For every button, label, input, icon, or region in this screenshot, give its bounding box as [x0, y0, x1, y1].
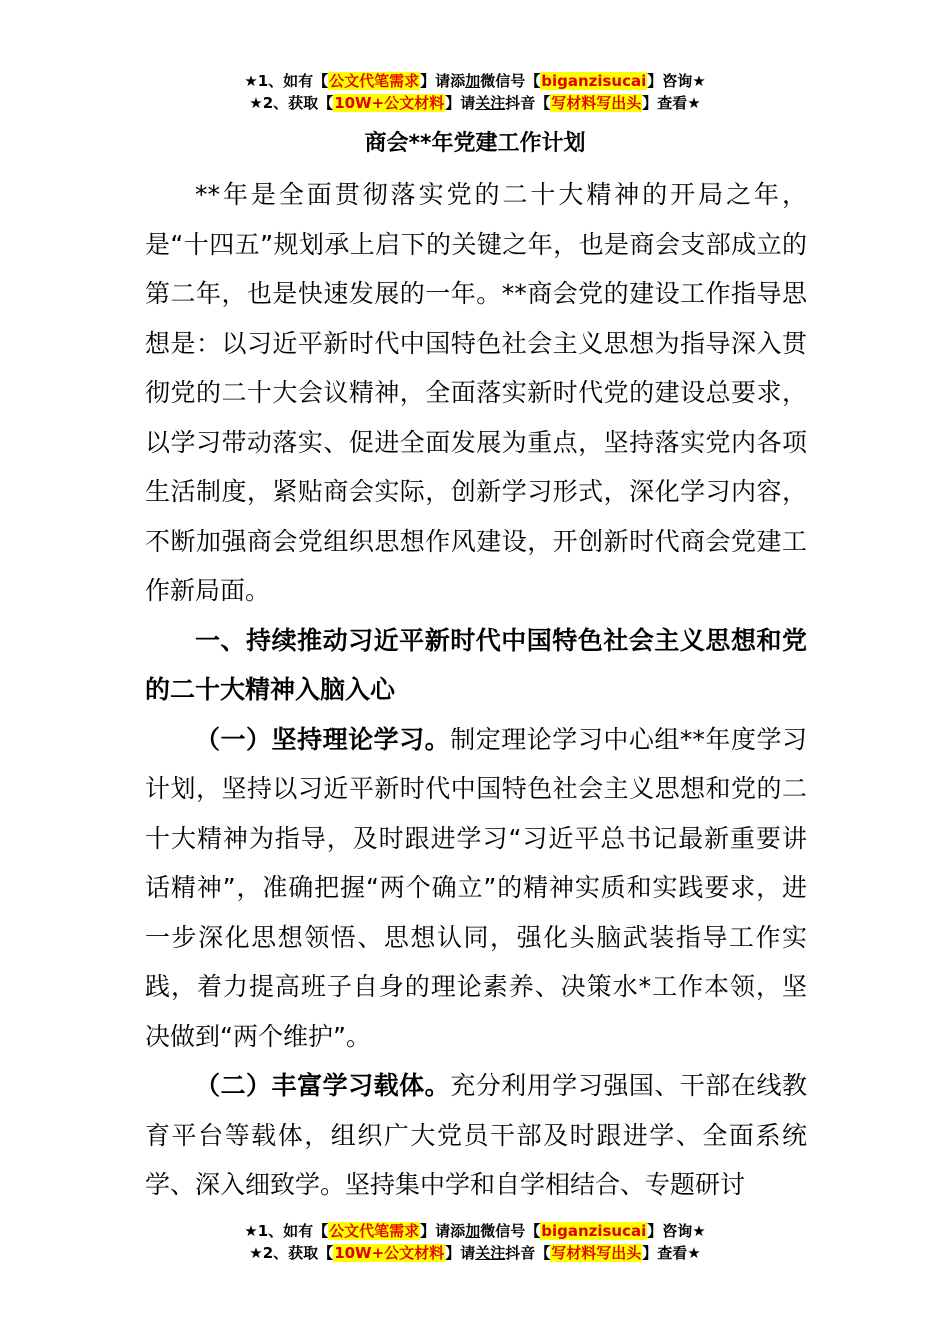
highlight-materials: 10W+公文材料 — [334, 94, 445, 112]
promo-line-1: ★1、如有【公文代笔需求】请添加微信号【biganzisucai】咨询★ — [244, 1222, 706, 1240]
paragraph-theory-study: （一）坚持理论学习。制定理论学习中心组**年度学习计划，坚持以习近平新时代中国特色社会主义思想和党的二十大精神为指导，及时跟进学习“习近平总书记最新重要讲话精神”，准确把握“两个确立”的精神实质和实践要求，进一步深化思想领悟、思想认同，强化头脑武装指导工作实践，着力提高班子自身的理论素养、决策水*工作本领，坚决做到“两个维护”。 — [145, 724, 807, 1051]
highlight-service: 公文代笔需求 — [329, 72, 420, 90]
paragraph-lead: （一）坚持理论学习。 — [195, 724, 451, 754]
paragraph-study-carriers: （二）丰富学习载体。充分利用学习强国、干部在线教育平台等载体，组织广大党员干部及时跟进学、全面系统学、深入细致学。坚持集中学和自学相结合、专题研讨 — [145, 1071, 807, 1199]
document-title: 商会**年党建工作计划 — [364, 131, 586, 156]
promo-line-1: ★1、如有【公文代笔需求】请添加微信号【biganzisucai】咨询★ — [244, 72, 706, 90]
highlight-materials: 10W+公文材料 — [334, 1244, 445, 1262]
promo-line-2: ★2、获取【10W+公文材料】请关注抖音【写材料写出头】查看★ — [249, 1244, 701, 1262]
promo-line-2: ★2、获取【10W+公文材料】请关注抖音【写材料写出头】查看★ — [249, 94, 701, 112]
highlight-douyin: 写材料写出头 — [551, 94, 642, 112]
paragraph-lead: （二）丰富学习载体。 — [195, 1071, 451, 1100]
highlight-douyin: 写材料写出头 — [551, 1244, 642, 1262]
highlight-service: 公文代笔需求 — [329, 1222, 420, 1240]
promo-banner-bottom — [0, 1220, 950, 1264]
promo-banner-top — [0, 70, 950, 114]
paragraph-intro: **年是全面贯彻落实党的二十大精神的开局之年，是“十四五”规划承上启下的关键之年，也是商会支部成立的第二年，也是快速发展的一年。**商会党的建设工作指导思想是：以习近平新时代中国特色社会主义思想为指导深入贯彻党的二十大会议精神，全面落实新时代党的建设总要求，以学习带动落实、促进全面发展为重点，坚持落实党内各项生活制度，紧贴商会实际，创新学习形式，深化学习内容，不断加强商会党组织思想作风建设，开创新时代商会党建工作新局面。 — [145, 180, 807, 605]
highlight-wechat-id: biganzisucai — [541, 72, 647, 90]
section-heading-1: 一、持续推动习近平新时代中国特色社会主义思想和党的二十大精神入脑入心 — [145, 625, 807, 704]
document-body — [145, 170, 807, 1210]
highlight-wechat-id: biganzisucai — [541, 1222, 647, 1240]
